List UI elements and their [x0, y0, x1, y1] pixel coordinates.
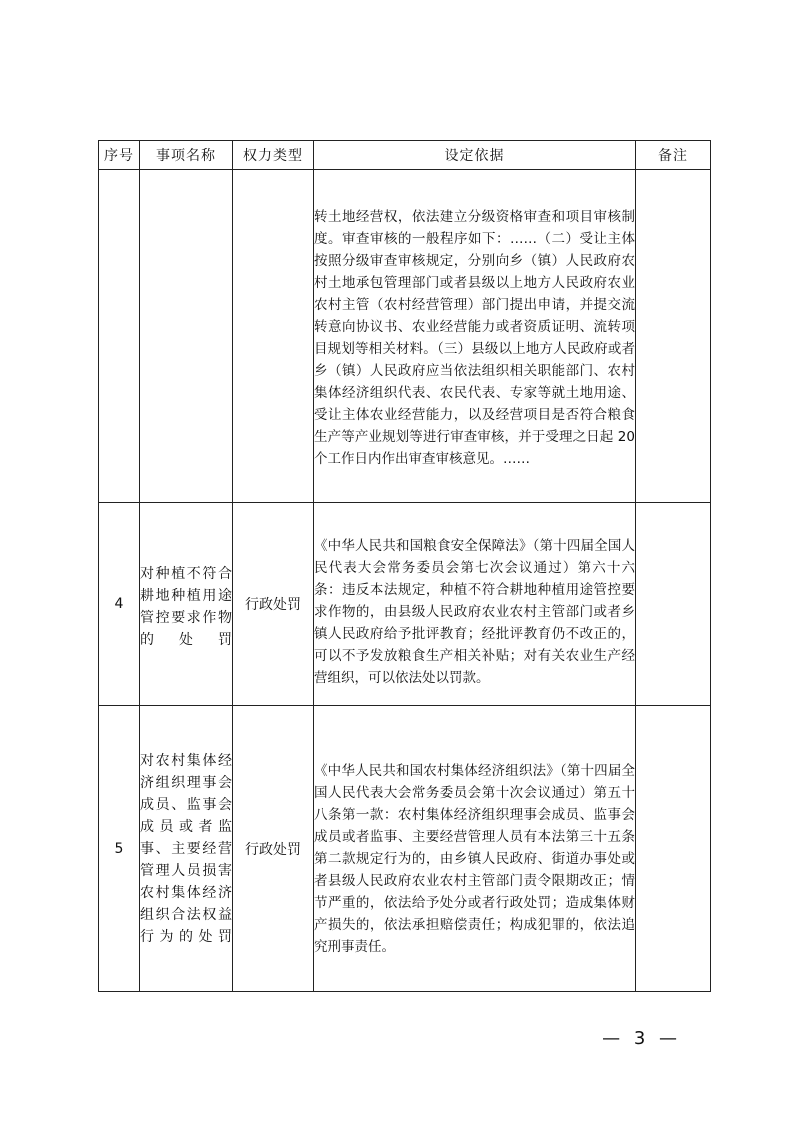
table-header-row [99, 141, 711, 170]
table-row [99, 706, 711, 992]
row-no: 4 [99, 503, 140, 706]
row-basis: 转土地经营权，依法建立分级资格审查和项目审核制度。审查审核的一般程序如下：……（二）受让主体按照分级审查审核规定，分别向乡（镇）人民政府农村土地承包管理部门或者县级以上地方人民政府农业农村主管（农村经营管理）部门提出申请，并提交流转意向协议书、农业经营能力或者资质证明、流转项目规划等相关材料。（三）县级以上地方人民政府或者乡（镇）人民政府应当依法组织相关职能部门、农村集体经济组织代表、农民代表、专家等就土地用途、受让主体农业经营能力，以及经营项目是否符合粮食生产等产业规划等进行审查审核，并于受理之日起 20 个工作日内作出审查审核意见。…… [314, 170, 636, 503]
row-name: 对农村集体经济组织理事会成员、监事会成员或者监事、主要经营管理人员损害农村集体经济组织合法权益行为的处罚 [140, 706, 233, 992]
row-basis: 《中华人民共和国粮食安全保障法》（第十四届全国人民代表大会常务委员会第七次会议通过）第六十六条：违反本法规定，种植不符合耕地种植用途管控要求作物的，由县级人民政府农业农村主管部门或者乡镇人民政府给予批评教育；经批评教育仍不改正的，可以不予发放粮食生产相关补贴；对有关农业生产经营组织，可以依法处以罚款。 [314, 503, 636, 706]
row-type [233, 170, 314, 503]
header-type: 权力类型 [233, 141, 314, 170]
header-name: 事项名称 [140, 141, 233, 170]
row-note [636, 170, 711, 503]
document-table [98, 140, 711, 992]
row-type: 行政处罚 [233, 503, 314, 706]
page-number: — 3 — [602, 1028, 681, 1049]
header-note: 备注 [636, 141, 711, 170]
row-no [99, 170, 140, 503]
row-no: 5 [99, 706, 140, 992]
row-note [636, 503, 711, 706]
header-basis: 设定依据 [314, 141, 636, 170]
header-no: 序号 [99, 141, 140, 170]
row-type: 行政处罚 [233, 706, 314, 992]
table-row [99, 503, 711, 706]
row-basis: 《中华人民共和国农村集体经济组织法》（第十四届全国人民代表大会常务委员会第十次会议通过）第五十八条第一款：农村集体经济组织理事会成员、监事会成员或者监事、主要经营管理人员有本法第三十五条第二款规定行为的，由乡镇人民政府、街道办事处或者县级人民政府农业农村主管部门责令限期改正；情节严重的，依法给予处分或者行政处罚；造成集体财产损失的，依法承担赔偿责任；构成犯罪的，依法追究刑事责任。 [314, 706, 636, 992]
row-name: 对种植不符合耕地种植用途管控要求作物的处罚 [140, 503, 233, 706]
row-note [636, 706, 711, 992]
row-name [140, 170, 233, 503]
table-row [99, 170, 711, 503]
